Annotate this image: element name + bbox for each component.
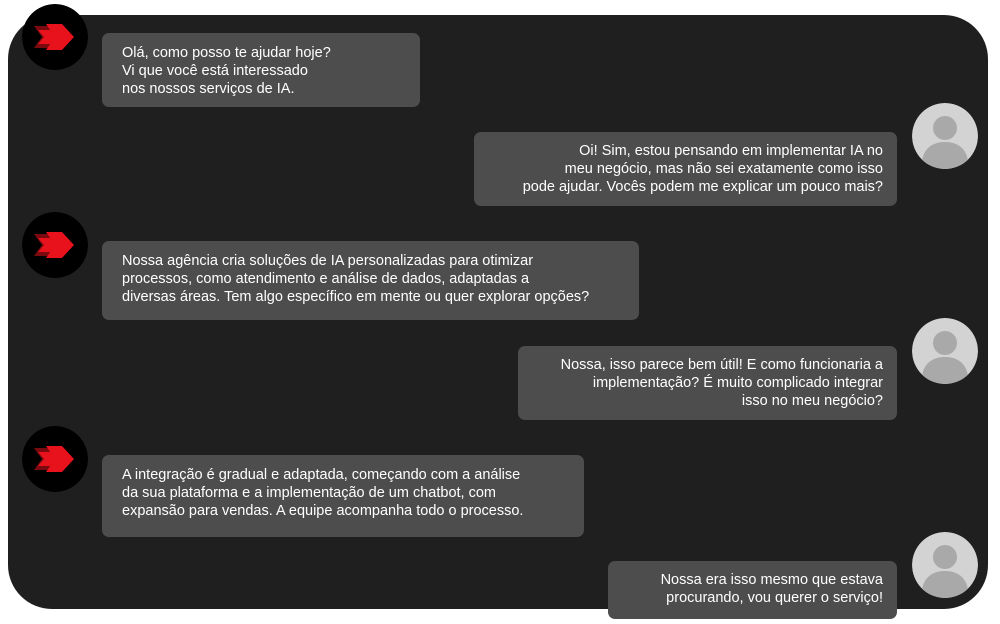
user-avatar [912,532,978,598]
user-message-bubble: Nossa era isso mesmo que estava procurando, vou querer o serviço! [608,561,897,619]
user-avatar [912,103,978,169]
user-avatar-icon [912,103,978,169]
user-message-bubble: Oi! Sim, estou pensando em implementar IA no meu negócio, mas não sei exatamente como isso pode ajudar. Vocês podem me explicar um pouco mais? [474,132,897,206]
user-avatar-icon [912,318,978,384]
bot-message-bubble: A integração é gradual e adaptada, começando com a análise da sua plataforma e a implementação de um chatbot, com expansão para vendas. A equipe acompanha todo o processo. [102,455,584,537]
brand-logo-icon [22,212,88,278]
brand-logo-icon [22,426,88,492]
bot-avatar [22,212,88,278]
user-message-bubble: Nossa, isso parece bem útil! E como funcionaria a implementação? É muito complicado integrar isso no meu negócio? [518,346,897,420]
bot-avatar [22,426,88,492]
brand-logo-icon [22,4,88,70]
user-avatar [912,318,978,384]
bot-avatar [22,4,88,70]
bot-message-bubble: Nossa agência cria soluções de IA personalizadas para otimizar processos, como atendimento e análise de dados, adaptadas a diversas áreas. Tem algo específico em mente ou quer explorar opções? [102,241,639,320]
user-avatar-icon [912,532,978,598]
bot-message-bubble: Olá, como posso te ajudar hoje? Vi que você está interessado nos nossos serviços de IA. [102,33,420,107]
